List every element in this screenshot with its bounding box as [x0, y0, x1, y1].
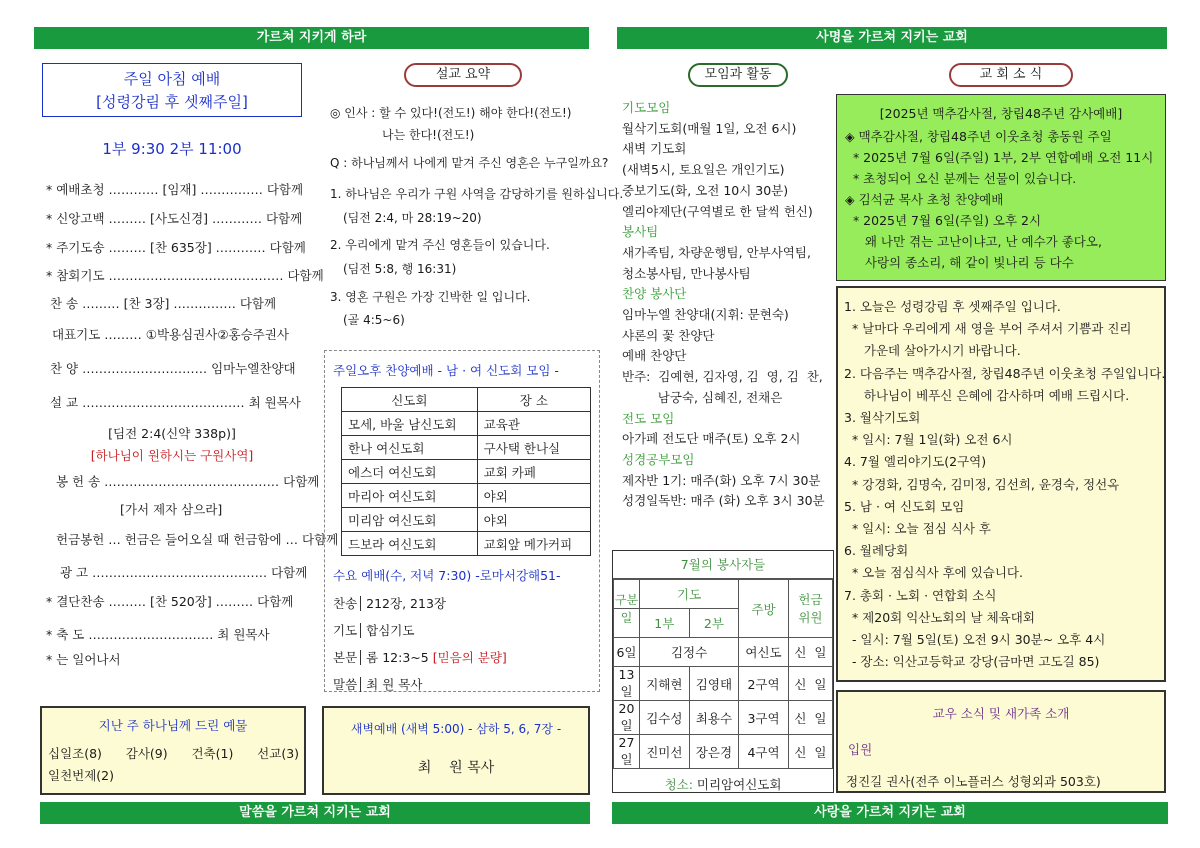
summary-line: 1. 하나님은 우리가 구원 사역을 감당하기를 원하십니다.: [330, 187, 624, 201]
meetings-label: 모임과 활동: [688, 63, 788, 87]
header-host: 주방: [739, 580, 789, 638]
meeting-item: (새벽5시, 토요일은 개인기도): [622, 162, 785, 178]
notice-line: 5. 남 · 여 신도회 모임: [844, 498, 965, 514]
afternoon-header-cell: 신도회: [342, 388, 478, 412]
summary-line: (딤전 5:8, 행 16:31): [343, 262, 457, 276]
wednesday-item-label: 찬송: [333, 596, 361, 611]
order-item: [가서 제자 삼으라]: [120, 502, 223, 517]
order-item: 광 고 …………………………………… 다함께: [60, 565, 308, 580]
sermon-title: [하나님이 원하시는 구원사역]: [90, 448, 254, 463]
summary-line: (골 4:5~6): [343, 313, 405, 327]
notice-line: 7. 총회 · 노회 · 연합회 소식: [844, 587, 997, 603]
offering-line2: 일천번제(2): [48, 768, 115, 783]
meeting-category: 전도 모임: [622, 410, 675, 426]
notice-line: - 장소: 익산고등학교 강당(금마면 고도길 85): [844, 654, 1100, 670]
server-prayer-1: 김수성: [640, 701, 690, 735]
notice-line: 2. 다음주는 맥추감사절, 창립48주년 이웃초청 주일입니다.: [844, 365, 1166, 381]
stand-note: * 는 일어나서: [46, 652, 121, 667]
summary-line: 3. 영혼 구원은 가장 긴박한 일 입니다.: [330, 290, 531, 304]
meeting-place: 교회 카페: [477, 460, 590, 484]
notice-line: 하나님이 베푸신 은혜에 감사하며 예배 드립시다.: [844, 387, 1130, 403]
servers-table: [613, 579, 833, 769]
meeting-item: 월삭기도회(매월 1일, 오전 6시): [622, 120, 797, 136]
worship-subtitle: [성령강림 후 셋째주일]: [96, 93, 248, 111]
server-day: 27일: [614, 735, 640, 769]
notice-line: - 일시: 7월 5일(토) 오전 9시 30분~ 오후 4시: [844, 632, 1106, 648]
meeting-item: 제자반 1기: 매주(화) 오후 7시 30분: [622, 472, 821, 488]
afternoon-header-cell: 장 소: [477, 388, 590, 412]
order-item: 대표기도 ……… ①박용심권사②홍승주권사: [52, 327, 289, 342]
server-day: 20일: [614, 701, 640, 735]
meeting-item: 반주: 김예현, 김자영, 김 영, 김 찬,: [622, 369, 823, 385]
notice-line: 4. 7월 엘리야기도(2구역): [844, 454, 987, 470]
member-news-section: 입원: [848, 742, 873, 757]
server-money: 신 일: [788, 701, 832, 735]
meeting-category: 성경공부모임: [622, 451, 695, 467]
afternoon-header-row: [342, 388, 591, 412]
header-band-left: 가르쳐 지키게 하라: [34, 27, 589, 49]
servers-row: [614, 701, 833, 735]
order-item: 설 교 ………………………………… 최 원목사: [50, 395, 301, 410]
footer-band-left: 말씀을 가르쳐 지키는 교회: [40, 802, 590, 824]
server-prayer: 김정수: [640, 638, 739, 667]
servers-row: [614, 638, 833, 667]
servers-header-row: [614, 580, 833, 609]
worship-title-box: [42, 63, 302, 117]
group-name: 미리암 여신도회: [342, 508, 478, 532]
notice-line: 1. 오늘은 성령강림 후 셋째주일 입니다.: [844, 299, 1061, 314]
wednesday-item: [333, 590, 599, 617]
notice-line: 6. 월례당회: [844, 543, 909, 559]
event-title: [2025년 맥추감사절, 창립48주년 감사예배]: [879, 106, 1123, 121]
offering-line1: 십일조(8) 감사(9) 건축(1) 선교(3): [48, 746, 300, 761]
order-item: * 결단찬송 ……… [찬 520장] ……… 다함께: [46, 594, 294, 609]
meeting-item: 임마누엘 찬양대(지휘: 문현숙): [622, 307, 789, 322]
afternoon-row: [342, 436, 591, 460]
meeting-item: 아가페 전도단 매주(토) 오후 2시: [622, 431, 801, 447]
notices-box: [836, 286, 1166, 682]
servers-row: [614, 735, 833, 769]
order-item: * 주기도송 ……… [찬 635장] ………… 다함께: [46, 240, 306, 255]
member-news-title: 교우 소식 및 새가족 소개: [932, 706, 1070, 721]
footer-band-right: 사랑을 가르쳐 지키는 교회: [612, 802, 1168, 824]
summary-line: 나는 한다!(전도!): [382, 128, 475, 142]
order-item: 찬 송 ……… [찬 3장] …………… 다함께: [50, 296, 277, 311]
server-prayer-2: 최용수: [689, 701, 739, 735]
header-gubun: 구분: [614, 593, 639, 607]
order-item: * 참회기도 …………………………………… 다함께: [46, 268, 324, 283]
afternoon-row: [342, 532, 591, 556]
cleaning-label: 청소:: [664, 777, 693, 792]
wednesday-item-value: 롬 12:3~5: [366, 650, 433, 665]
event-line: ◈ 김석균 목사 초청 찬양예배: [845, 192, 1004, 207]
cleaning-value: 미리암여신도회: [692, 777, 782, 792]
event-line: ◈ 맥추감사절, 창립48주년 이웃초청 총동원 주일: [845, 129, 1112, 144]
group-name: 모세, 바울 남신도회: [342, 412, 478, 436]
group-name: 에스더 여신도회: [342, 460, 478, 484]
meeting-item: 청소봉사팀, 만나봉사팀: [622, 265, 751, 281]
afternoon-row: [342, 412, 591, 436]
event-line: * 2025년 7월 6일(주일) 1부, 2부 연합예배 오전 11시: [845, 150, 1154, 165]
meeting-item: 남궁숙, 심혜진, 전채은: [622, 389, 783, 405]
header-il: 일: [620, 611, 633, 625]
church-news-label: 교 회 소 식: [949, 63, 1073, 87]
afternoon-row: [342, 508, 591, 532]
notice-line: * 일시: 오늘 점심 식사 후: [844, 521, 991, 537]
wednesday-item-value: 최 원 목사: [366, 677, 423, 692]
member-news-text: 정진길 권사(전주 이노플러스 성형외과 503호): [846, 774, 1101, 789]
notice-line: * 날마다 우리에게 새 영을 부어 주셔서 기쁨과 진리: [844, 321, 1132, 337]
meeting-category: 봉사팀: [622, 224, 659, 240]
meeting-item: 엘리야제단(구역별로 한 달씩 헌신): [622, 203, 813, 219]
afternoon-table: [341, 387, 591, 556]
wednesday-item: [333, 671, 599, 698]
notice-line: 3. 월삭기도회: [844, 410, 921, 426]
group-name: 한나 여신도회: [342, 436, 478, 460]
order-item: 헌금봉헌 … 헌금은 들어오실 때 헌금함에 … 다함께: [56, 532, 339, 547]
wednesday-item: [333, 644, 599, 671]
afternoon-row: [342, 484, 591, 508]
wednesday-item-label: 본문: [333, 650, 361, 665]
server-host: 4구역: [739, 735, 789, 769]
sermon-summary-label: 설교 요약: [404, 63, 522, 87]
dawn-box: [322, 706, 590, 795]
servers-box: [612, 550, 834, 793]
order-item: 봉 헌 송 …………………………………… 다함께: [56, 474, 320, 489]
event-box: [836, 94, 1166, 281]
server-money: 신 일: [788, 638, 832, 667]
server-day: 13일: [614, 667, 640, 701]
afternoon-row: [342, 460, 591, 484]
event-line: * 초청되어 오신 분께는 선물이 있습니다.: [845, 171, 1077, 186]
afternoon-title: 주일오후 찬양예배 - 남 · 여 신도회 모임 -: [333, 363, 559, 378]
meeting-category: 기도모임: [622, 100, 671, 115]
event-line: * 2025년 7월 6일(주일) 오후 2시: [845, 213, 1042, 228]
header-prayer: 기도: [640, 580, 739, 609]
header-money: 헌금 위원: [788, 580, 832, 638]
wednesday-item: [333, 617, 599, 644]
meeting-item: 새가족팀, 차량운행팀, 안부사역팀,: [622, 244, 811, 260]
worship-title: 주일 아침 예배: [123, 70, 221, 88]
header-p1: 1부: [640, 609, 690, 638]
meeting-item: 예배 찬양단: [622, 348, 687, 364]
server-host: 여신도: [739, 638, 789, 667]
meeting-item: 샤론의 꽃 찬양단: [622, 327, 715, 343]
afternoon-box: [324, 350, 600, 692]
server-host: 3구역: [739, 701, 789, 735]
wednesday-item-highlight: [믿음의 분량]: [432, 650, 507, 665]
server-prayer-1: 진미선: [640, 735, 690, 769]
dawn-title: 새벽예배 (새벽 5:00) - 삼하 5, 6, 7장 -: [350, 722, 562, 736]
wednesday-item-label: 말씀: [333, 677, 361, 692]
group-name: 드보라 여신도회: [342, 532, 478, 556]
servers-title: 7월의 봉사자들: [613, 551, 833, 579]
header-band-right: 사명을 가르쳐 지키는 교회: [617, 27, 1167, 49]
meeting-item: 새벽 기도회: [622, 141, 687, 157]
meeting-place: 야외: [477, 508, 590, 532]
servers-cleaning: [613, 775, 833, 793]
wednesday-title: 수요 예배(수, 저녁 7:30) -로마서강해51-: [333, 568, 561, 583]
server-money: 신 일: [788, 667, 832, 701]
notice-line: 가운데 살아가시기 바랍니다.: [844, 343, 1021, 359]
offering-title: 지난 주 하나님께 드린 예물: [98, 718, 248, 733]
meeting-item: 중보기도(화, 오전 10시 30분): [622, 182, 789, 198]
server-money: 신 일: [788, 735, 832, 769]
summary-line: Q : 하나님께서 나에게 맡겨 주신 영혼은 누구일까요?: [330, 156, 609, 170]
notice-line: * 일시: 7월 1일(화) 오전 6시: [844, 432, 1013, 448]
server-prayer-2: 장은경: [689, 735, 739, 769]
summary-line: ◎ 인사 : 할 수 있다!(전도!) 해야 한다!(전도!): [330, 106, 572, 120]
wednesday-item-value: 합심기도: [366, 623, 415, 638]
notice-line: * 오늘 점심식사 후에 있습니다.: [844, 565, 1023, 581]
worship-times: 1부 9:30 2부 11:00: [102, 140, 242, 158]
notice-line: * 강경화, 김명숙, 김미정, 김선희, 윤경숙, 정선옥: [844, 476, 1120, 492]
summary-line: (딤전 2:4, 마 28:19~20): [343, 211, 482, 225]
scripture-ref: [딤전 2:4(신약 338p)]: [108, 426, 236, 441]
event-line: 사랑의 종소리, 해 같이 빛나리 등 다수: [845, 255, 1074, 270]
servers-row: [614, 667, 833, 701]
dawn-preacher: 최 원 목사: [417, 760, 495, 776]
offering-box: [40, 706, 306, 795]
meeting-item: 성경일독반: 매주 (화) 오후 3시 30분: [622, 493, 825, 509]
server-prayer-2: 김영태: [689, 667, 739, 701]
meeting-place: 구사택 한나실: [477, 436, 590, 460]
summary-line: 2. 우리에게 맡겨 주신 영혼들이 있습니다.: [330, 238, 550, 252]
wednesday-item-label: 기도: [333, 623, 361, 638]
header-gubun-cell: [614, 580, 640, 638]
order-item: * 축 도 ………………………… 최 원목사: [46, 627, 270, 642]
order-item: 찬 양 ………………………… 임마누엘찬양대: [50, 361, 296, 376]
group-name: 마리아 여신도회: [342, 484, 478, 508]
meeting-place: 교육관: [477, 412, 590, 436]
wednesday-item-value: 212장, 213장: [366, 596, 446, 611]
order-item: * 신앙고백 ……… [사도신경] ………… 다함께: [46, 211, 303, 226]
event-line: 왜 나만 겪는 고난이냐고, 난 예수가 좋다오,: [845, 234, 1102, 249]
header-p2: 2부: [689, 609, 739, 638]
order-item: * 예배초청 ………… [임재] …………… 다함께: [46, 182, 304, 197]
meeting-place: 교회앞 메가커피: [477, 532, 590, 556]
server-day: 6일: [614, 638, 640, 667]
meeting-category: 찬양 봉사단: [622, 286, 687, 302]
meeting-place: 야외: [477, 484, 590, 508]
notice-line: * 제20회 익산노회의 날 체육대회: [844, 609, 1035, 625]
member-news-box: [836, 690, 1166, 793]
server-prayer-1: 지해현: [640, 667, 690, 701]
server-host: 2구역: [739, 667, 789, 701]
